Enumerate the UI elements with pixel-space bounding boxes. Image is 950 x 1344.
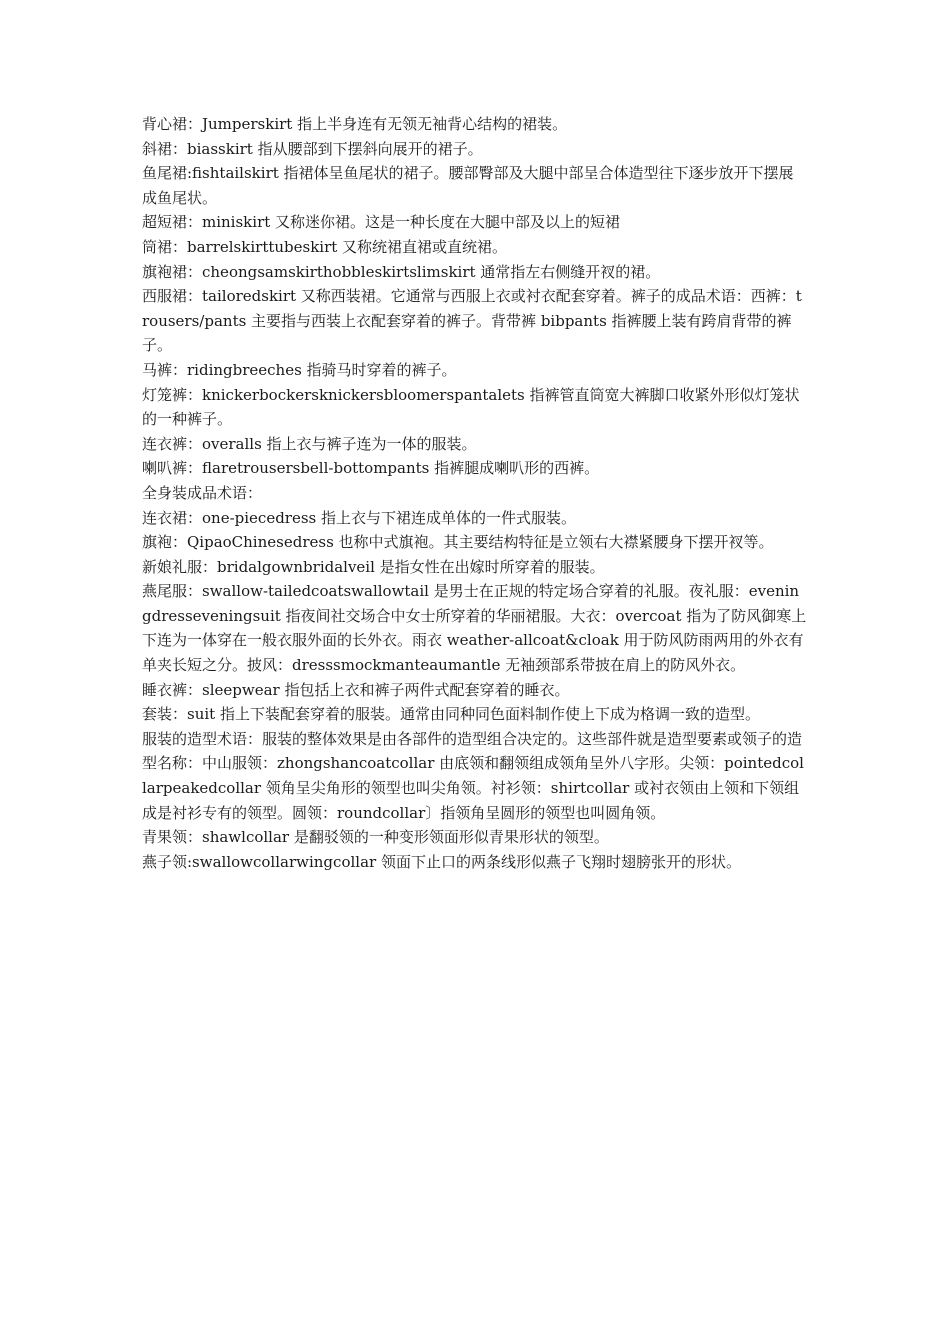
- paragraph-tailored-skirt-trousers: 西服裙：tailoredskirt 又称西装裙。它通常与西服上衣或衬衣配套穿着。裤子的成品术语：西裤：trousers/pants 主要指与西装上衣配套穿着的裤子。背带裤 bibpants 指裤腰上装有跨肩背带的裤子。: [142, 287, 802, 355]
- paragraph-flare-trousers: 喇叭裤：flaretrousersbell-bottompants 指裤腿成喇叭形的西裤。: [142, 459, 600, 478]
- paragraph-wing-collar: 燕子领:swallowcollarwingcollar 领面下止口的两条线形似燕子飞翔时翅膀张开的形状。: [142, 852, 741, 871]
- paragraph-one-piece-dress: 连衣裙：one-piecedress 指上衣与下裙连成单体的一件式服装。: [142, 508, 577, 527]
- paragraph-shawl-collar: 青果领：shawlcollar 是翻驳领的一种变形领面形似青果形状的领型。: [142, 828, 609, 847]
- paragraph-barrel-skirt: 筒裙：barrelskirttubeskirt 又称统裙直裙或直统裙。: [142, 237, 508, 256]
- paragraph-qipao: 旗袍：QipaoChinesedress 也称中式旗袍。其主要结构特征是立领右大襟紧腰身下摆开衩等。: [142, 533, 774, 552]
- paragraph-suit: 套装：suit 指上下装配套穿着的服装。通常由同种同色面料制作使上下成为格调一致的造型。: [142, 705, 760, 724]
- paragraph-riding-breeches: 马裤：ridingbreeches 指骑马时穿着的裤子。: [142, 360, 457, 379]
- paragraph-cheongsam-skirt: 旗袍裙：cheongsamskirthobbleskirtslimskirt 通常指左右侧缝开衩的裙。: [142, 262, 661, 281]
- paragraph-mini-skirt: 超短裙：miniskirt 又称迷你裙。这是一种长度在大腿中部及以上的短裙: [142, 213, 621, 232]
- paragraph-overalls: 连衣裤：overalls 指上衣与裤子连为一体的服装。: [142, 434, 477, 453]
- paragraph-jumper-skirt: 背心裙：Jumperskirt 指上半身连有无领无袖背心结构的裙装。: [142, 115, 568, 133]
- paragraph-fishtail-skirt: 鱼尾裙:fishtailskirt 指裙体呈鱼尾状的裙子。腰部臀部及大腿中部呈合体造型往下逐步放开下摆展成鱼尾状。: [142, 164, 794, 207]
- paragraph-bridal-gown: 新娘礼服：bridalgownbridalveil 是指女性在出嫁时所穿着的服装。: [142, 557, 605, 576]
- paragraph-knickerbockers: 灯笼裤：knickerbockersknickersbloomerspantalets 指裤管直筒宽大裤脚口收紧外形似灯笼状的一种裤子。: [142, 385, 800, 429]
- paragraph-sleepwear: 睡衣裤：sleepwear 指包括上衣和裤子两件式配套穿着的睡衣。: [142, 680, 570, 699]
- paragraph-bias-skirt: 斜裙：biasskirt 指从腰部到下摆斜向展开的裙子。: [142, 139, 483, 158]
- section-heading-full-body: 全身装成品术语：: [142, 483, 263, 502]
- paragraph-collar-terms: 服装的造型术语：服装的整体效果是由各部件的造型组合决定的。这些部件就是造型要素或领子的造型名称：中山服领：zhongshancoatcollar 由底领和翻领组成领角呈外八字形。尖领：pointedcollarpeakedcollar 领角呈尖角形的领型也叫尖角领。衬衫领：shirtcollar 或衬衣领由上领和下领组成是衬衫专有的领型。圆领：roundcollar〕指领角呈圆形的领型也叫圆角领。: [142, 729, 804, 822]
- document-body: [142, 112, 808, 874]
- paragraph-swallow-tailed-coat: 燕尾服：swallow-tailedcoatswallowtail 是男士在正规的特定场合穿着的礼服。夜礼服：eveningdresseveningsuit 指夜间社交场合中女士所穿着的华丽裙服。大衣：overcoat 指为了防风御寒上下连为一体穿在一般衣服外面的长外衣。雨衣 weather-allcoat&cloak 用于防风防雨两用的外衣有单夹长短之分。披风：dresssmockmanteaumantle 无袖颈部系带披在肩上的防风外衣。: [142, 582, 807, 675]
